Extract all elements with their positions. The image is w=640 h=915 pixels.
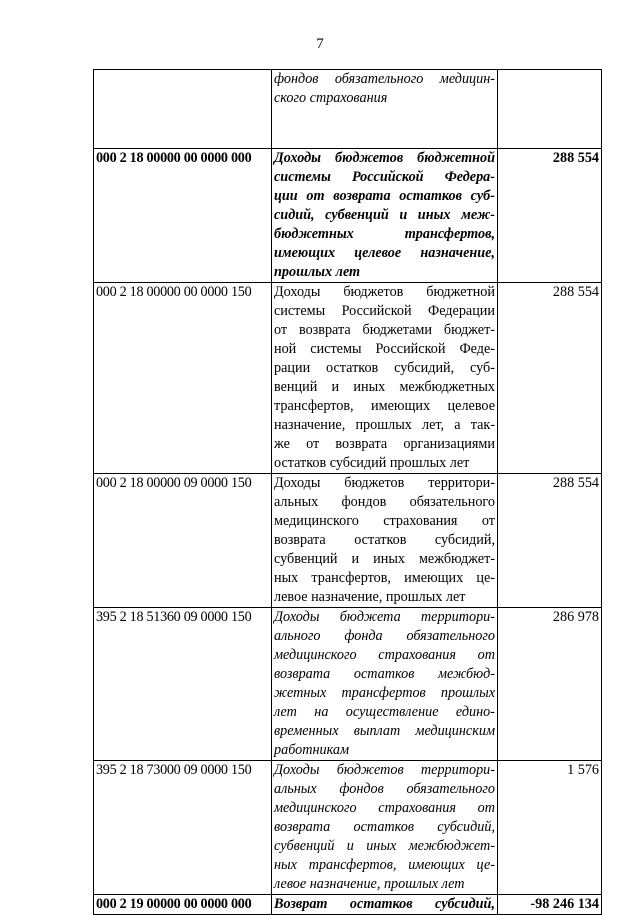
table-row <box>94 70 602 149</box>
row-name <box>272 149 498 283</box>
row-name-line: рации остатков субсидий, суб- <box>274 360 495 376</box>
row-name-line: временных выплат медицинским <box>274 723 495 739</box>
row-name-line: фондов обязательного медицин- <box>274 71 495 87</box>
table-row <box>94 608 602 761</box>
row-name-line: возврата остатков межбюд- <box>274 666 495 682</box>
row-name <box>272 608 498 761</box>
row-code: 395 2 18 73000 09 0000 150 <box>94 761 272 895</box>
row-sum: 286 978 <box>498 608 602 761</box>
row-sum: -98 246 134 <box>498 895 602 915</box>
row-code: 000 2 18 00000 09 0000 150 <box>94 474 272 608</box>
row-name-line: же от возврата организациями <box>274 436 495 452</box>
row-name-line: ции от возврата остатков суб- <box>274 188 495 204</box>
row-name-line: имеющих целевое назначение, <box>274 245 495 261</box>
row-name-line: альных фондов обязательного <box>274 781 495 797</box>
row-code: 000 2 18 00000 00 0000 150 <box>94 283 272 474</box>
row-name-line: лет на осуществление едино- <box>274 704 495 720</box>
row-name-line: ной системы Российской Феде- <box>274 341 495 357</box>
row-sum: 1 576 <box>498 761 602 895</box>
row-code: 395 2 18 51360 09 0000 150 <box>94 608 272 761</box>
row-code: 000 2 19 00000 00 0000 000 <box>94 895 272 915</box>
row-name-line: работникам <box>274 742 350 758</box>
row-name-line: медицинского страхования от <box>274 647 495 663</box>
row-name-line: Доходы бюджета территори- <box>274 609 495 625</box>
row-name <box>272 283 498 474</box>
row-name-line: Доходы бюджетов территори- <box>274 475 495 491</box>
row-sum: 288 554 <box>498 149 602 283</box>
row-name-line: левое назначение, прошлых лет <box>274 589 466 605</box>
row-name-line: возврата остатков субсидий, <box>274 819 495 835</box>
page-number: 7 <box>316 36 324 52</box>
row-name-line: сидий, субвенций и иных меж- <box>274 207 495 223</box>
row-name-line: прошлых лет <box>274 264 361 280</box>
row-name-line: субвенций и иных межбюджет- <box>274 551 495 567</box>
table-row <box>94 149 602 283</box>
table-row <box>94 761 602 895</box>
row-name-line: от возврата бюджетами бюджет- <box>274 322 495 338</box>
row-name-line: системы Российской Федерации <box>274 303 495 319</box>
row-name-line: трансфертов, имеющих целевое <box>274 398 495 414</box>
row-name-line: ального фонда обязательного <box>274 628 495 644</box>
row-name-line: ных трансфертов, имеющих це- <box>274 570 495 586</box>
row-name-line: жетных трансфертов прошлых <box>274 685 495 701</box>
row-sum: 288 554 <box>498 283 602 474</box>
row-name-line: левое назначение, прошлых лет <box>274 876 465 892</box>
row-sum: 288 554 <box>498 474 602 608</box>
row-name-line: Доходы бюджетов бюджетной <box>274 284 495 300</box>
row-code: 000 2 18 00000 00 0000 000 <box>94 149 272 283</box>
row-name-line: ского страхования <box>274 90 388 106</box>
row-name-line: субвенций и иных межбюджет- <box>274 838 495 854</box>
row-name-line: Доходы бюджетов территори- <box>274 762 495 778</box>
table-row <box>94 474 602 608</box>
row-name-line: остатков субсидий прошлых лет <box>274 455 470 471</box>
row-name-line: венций и иных межбюджетных <box>274 379 495 395</box>
row-name <box>272 761 498 895</box>
row-name-line: медицинского страхования от <box>274 513 495 529</box>
row-name <box>272 474 498 608</box>
table-row <box>94 283 602 474</box>
row-name-line: Доходы бюджетов бюджетной <box>274 150 495 166</box>
row-name-line: назначение, прошлых лет, а так- <box>274 417 495 433</box>
row-name-line: возврата остатков субсидий, <box>274 532 495 548</box>
row-name-line: бюджетных трансфертов, <box>274 226 495 242</box>
row-code <box>94 70 272 149</box>
row-name-line: Возврат остатков субсидий, <box>274 896 495 912</box>
row-name-line: медицинского страхования от <box>274 800 495 816</box>
row-sum <box>498 70 602 149</box>
row-name-line: системы Российской Федера- <box>274 169 495 185</box>
row-name-line: ных трансфертов, имеющих це- <box>274 857 495 873</box>
row-name-line: альных фондов обязательного <box>274 494 495 510</box>
row-name <box>272 70 498 149</box>
budget-table <box>93 69 602 915</box>
